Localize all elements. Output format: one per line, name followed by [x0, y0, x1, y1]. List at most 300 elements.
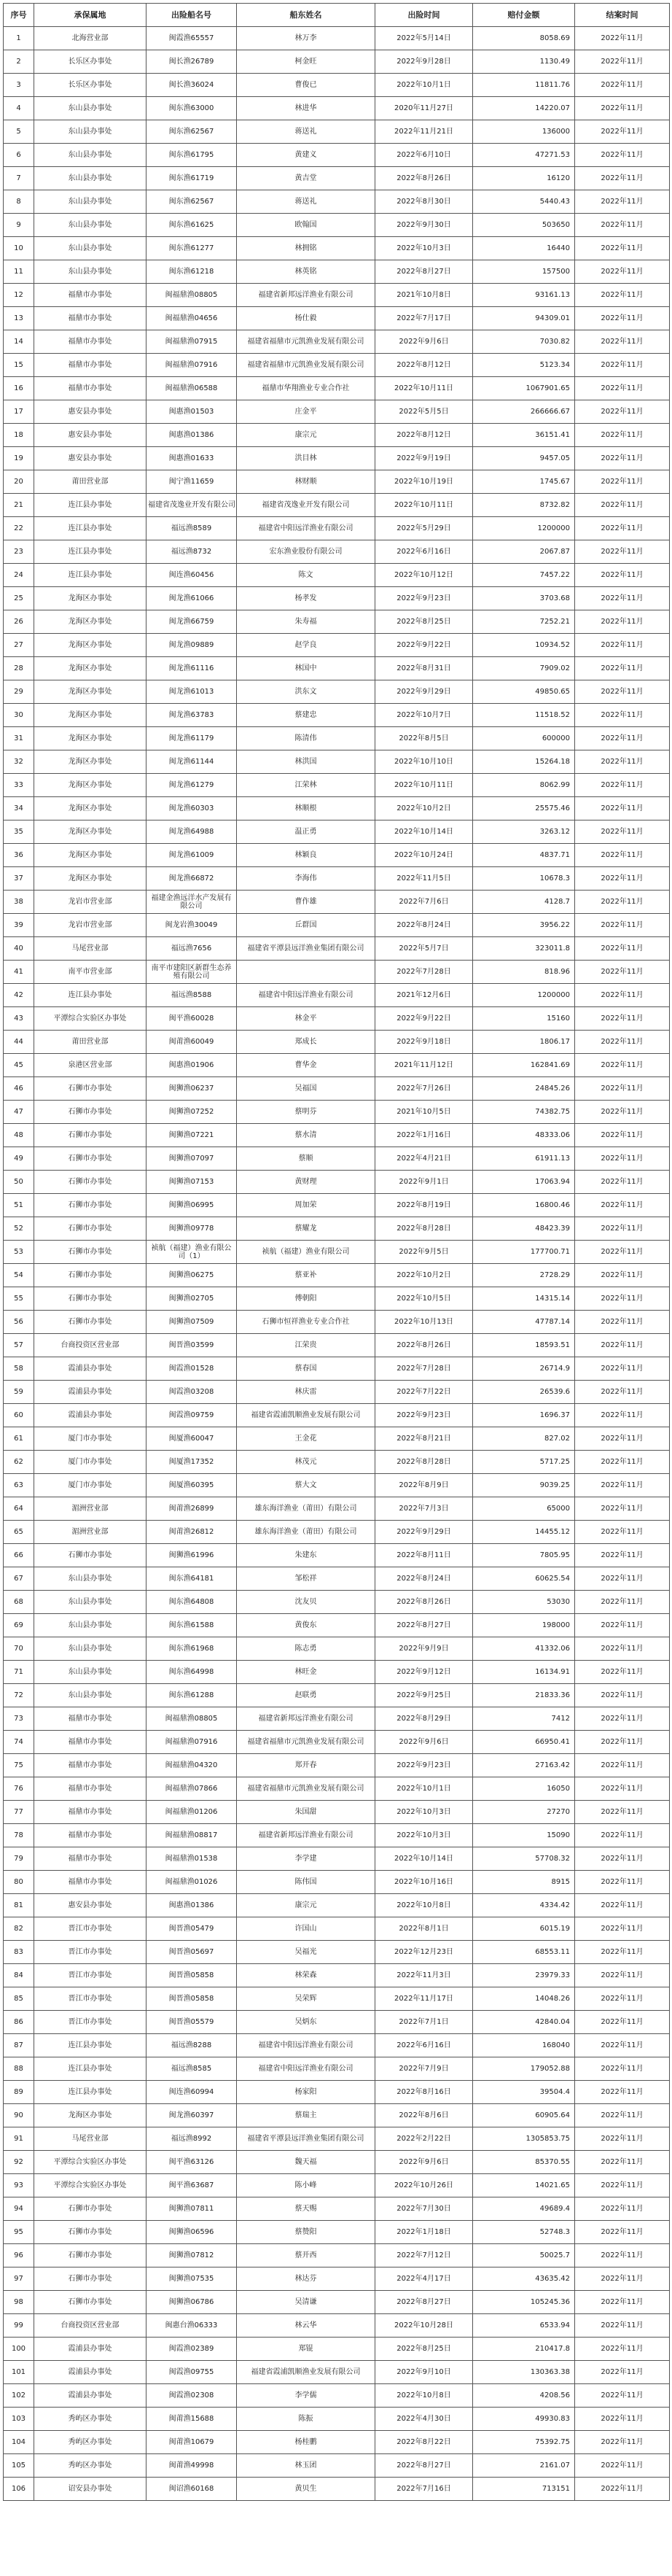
table-row: [4, 914, 670, 937]
branch-cell: 泉港区营业部: [34, 1054, 146, 1077]
vessel-cell: 闽东渔62567: [146, 190, 237, 214]
vessel-cell: 祯航（福建）渔业有限公司（1）: [146, 1241, 237, 1264]
branch-cell: 东山县办事处: [34, 97, 146, 120]
closing-date-cell: 2022年11月: [575, 1334, 670, 1357]
table-row: [4, 564, 670, 587]
vessel-cell: 闽狮渔06275: [146, 1264, 237, 1287]
incident-date-cell: 2022年8月21日: [375, 1427, 473, 1451]
vessel-cell: 闽惠台渔06333: [146, 2314, 237, 2338]
amount-cell: 49850.65: [473, 680, 575, 704]
incident-date-cell: 2022年7月22日: [375, 1381, 473, 1404]
vessel-cell: 闽莆渔26899: [146, 1497, 237, 1521]
index-cell: 58: [4, 1357, 34, 1381]
incident-date-cell: 2022年12月23日: [375, 1941, 473, 1964]
closing-date-cell: 2022年11月: [575, 2174, 670, 2197]
incident-date-cell: 2022年6月16日: [375, 540, 473, 564]
vessel-cell: 闽龙渔63783: [146, 704, 237, 727]
amount-cell: 1067901.65: [473, 377, 575, 400]
owner-cell: 曹俊已: [237, 74, 375, 97]
incident-date-cell: 2022年8月27日: [375, 1614, 473, 1637]
closing-date-cell: 2022年11月: [575, 1054, 670, 1077]
vessel-cell: 闽霞渔09759: [146, 1404, 237, 1427]
closing-date-cell: 2022年11月: [575, 2431, 670, 2454]
branch-cell: 霞浦县办事处: [34, 1381, 146, 1404]
closing-date-cell: 2022年11月: [575, 680, 670, 704]
branch-cell: 石狮市办事处: [34, 1101, 146, 1124]
closing-date-cell: 2022年11月: [575, 1941, 670, 1964]
closing-date-cell: 2022年11月: [575, 330, 670, 354]
table-row: [4, 2011, 670, 2034]
owner-cell: 赵联勇: [237, 1684, 375, 1707]
vessel-cell: 闽莆渔49998: [146, 2454, 237, 2478]
branch-cell: 晋江市办事处: [34, 1987, 146, 2011]
owner-cell: 柯金旺: [237, 50, 375, 74]
incident-date-cell: 2022年8月24日: [375, 914, 473, 937]
owner-cell: 蔡建忠: [237, 704, 375, 727]
branch-cell: 东山县办事处: [34, 144, 146, 167]
branch-cell: 龙岩市营业部: [34, 891, 146, 914]
closing-date-cell: 2022年11月: [575, 1381, 670, 1404]
branch-cell: 东山县办事处: [34, 214, 146, 237]
owner-cell: 林颖良: [237, 844, 375, 867]
amount-cell: 75392.75: [473, 2431, 575, 2454]
owner-cell: 林庆雷: [237, 1381, 375, 1404]
table-row: [4, 2151, 670, 2174]
index-cell: 104: [4, 2431, 34, 2454]
owner-cell: 林国中: [237, 657, 375, 680]
incident-date-cell: 2022年9月6日: [375, 1731, 473, 1754]
vessel-cell: 福远渔8585: [146, 2057, 237, 2081]
closing-date-cell: 2022年11月: [575, 494, 670, 517]
table-row: [4, 680, 670, 704]
branch-cell: 福鼎市办事处: [34, 284, 146, 307]
table-row: [4, 1357, 670, 1381]
vessel-cell: 闽厦渔60395: [146, 1474, 237, 1497]
amount-cell: 49689.4: [473, 2197, 575, 2221]
incident-date-cell: 2022年9月6日: [375, 330, 473, 354]
index-cell: 71: [4, 1661, 34, 1684]
table-row: [4, 260, 670, 284]
table-row: [4, 1847, 670, 1871]
owner-cell: 蔡开西: [237, 2244, 375, 2267]
closing-date-cell: 2022年11月: [575, 1847, 670, 1871]
vessel-cell: 闽平渔60028: [146, 1007, 237, 1031]
incident-date-cell: 2022年10月10日: [375, 750, 473, 774]
index-cell: 4: [4, 97, 34, 120]
index-cell: 79: [4, 1847, 34, 1871]
vessel-cell: 南平市建阳区新群生态养殖有限公司: [146, 961, 237, 984]
incident-date-cell: 2022年10月1日: [375, 74, 473, 97]
incident-date-cell: 2022年10月11日: [375, 774, 473, 797]
closing-date-cell: 2022年11月: [575, 237, 670, 260]
table-row: [4, 2221, 670, 2244]
owner-cell: 朱国甜: [237, 1801, 375, 1824]
closing-date-cell: 2022年11月: [575, 2338, 670, 2361]
branch-cell: 惠安县办事处: [34, 400, 146, 424]
amount-cell: 3956.22: [473, 914, 575, 937]
index-cell: 53: [4, 1241, 34, 1264]
index-cell: 19: [4, 447, 34, 470]
vessel-cell: 闽福鼎渔06588: [146, 377, 237, 400]
closing-date-cell: 2022年11月: [575, 284, 670, 307]
table-row: [4, 1614, 670, 1637]
vessel-cell: 闽狮渔07097: [146, 1147, 237, 1171]
amount-cell: 11518.52: [473, 704, 575, 727]
index-cell: 32: [4, 750, 34, 774]
closing-date-cell: 2022年11月: [575, 1007, 670, 1031]
index-cell: 67: [4, 1567, 34, 1591]
closing-date-cell: 2022年11月: [575, 2454, 670, 2478]
incident-date-cell: 2022年9月29日: [375, 1521, 473, 1544]
branch-cell: 东山县办事处: [34, 120, 146, 144]
amount-cell: 8732.82: [473, 494, 575, 517]
incident-date-cell: 2022年7月16日: [375, 2478, 473, 2501]
owner-cell: 洪东文: [237, 680, 375, 704]
amount-cell: 39504.4: [473, 2081, 575, 2104]
closing-date-cell: 2022年11月: [575, 144, 670, 167]
amount-cell: 43635.42: [473, 2267, 575, 2291]
incident-date-cell: 2022年7月28日: [375, 1357, 473, 1381]
index-cell: 18: [4, 424, 34, 447]
closing-date-cell: 2022年11月: [575, 190, 670, 214]
amount-cell: 26539.6: [473, 1381, 575, 1404]
vessel-cell: 闽龙渔60397: [146, 2104, 237, 2127]
vessel-cell: 闽长渔26789: [146, 50, 237, 74]
index-cell: 100: [4, 2338, 34, 2361]
incident-date-cell: 2022年4月17日: [375, 2267, 473, 2291]
vessel-cell: 闽厦渔17352: [146, 1451, 237, 1474]
table-row: [4, 1077, 670, 1101]
index-cell: 1: [4, 27, 34, 50]
owner-cell: 杨桂鹏: [237, 2431, 375, 2454]
closing-date-cell: 2022年11月: [575, 1637, 670, 1661]
index-cell: 44: [4, 1031, 34, 1054]
branch-cell: 诏安县办事处: [34, 2478, 146, 2501]
index-cell: 98: [4, 2291, 34, 2314]
incident-date-cell: 2022年8月6日: [375, 2104, 473, 2127]
amount-cell: 2161.07: [473, 2454, 575, 2478]
table-row: [4, 774, 670, 797]
table-row: [4, 1497, 670, 1521]
vessel-cell: 闽霞渔09755: [146, 2361, 237, 2384]
vessel-cell: 闽惠渔01633: [146, 447, 237, 470]
branch-cell: 石狮市办事处: [34, 1264, 146, 1287]
index-cell: 14: [4, 330, 34, 354]
vessel-cell: 闽晋渔05858: [146, 1987, 237, 2011]
table-row: [4, 540, 670, 564]
incident-date-cell: 2022年10月13日: [375, 1311, 473, 1334]
branch-cell: 平潭综合实验区办事处: [34, 2174, 146, 2197]
vessel-cell: 闽福鼎渔07916: [146, 1731, 237, 1754]
amount-cell: 16050: [473, 1777, 575, 1801]
index-cell: 105: [4, 2454, 34, 2478]
table-row: [4, 1707, 670, 1731]
vessel-cell: 闽狮渔61996: [146, 1544, 237, 1567]
amount-cell: 7909.02: [473, 657, 575, 680]
closing-date-cell: 2022年11月: [575, 2408, 670, 2431]
incident-date-cell: 2022年9月22日: [375, 1007, 473, 1031]
branch-cell: 连江县办事处: [34, 540, 146, 564]
vessel-cell: 闽福鼎渔01206: [146, 1801, 237, 1824]
owner-cell: 杨仕毅: [237, 307, 375, 330]
branch-cell: 湄洲营业部: [34, 1497, 146, 1521]
closing-date-cell: 2022年11月: [575, 844, 670, 867]
branch-cell: 连江县办事处: [34, 984, 146, 1007]
vessel-cell: 福远渔7656: [146, 937, 237, 961]
closing-date-cell: 2022年11月: [575, 774, 670, 797]
table-row: [4, 1964, 670, 1987]
incident-date-cell: 2022年6月10日: [375, 144, 473, 167]
branch-cell: 福鼎市办事处: [34, 1871, 146, 1894]
owner-cell: 蔡亚补: [237, 1264, 375, 1287]
closing-date-cell: 2022年11月: [575, 2291, 670, 2314]
index-cell: 40: [4, 937, 34, 961]
vessel-cell: 闽诏渔60168: [146, 2478, 237, 2501]
owner-cell: 朱寿福: [237, 610, 375, 634]
branch-cell: 东山县办事处: [34, 190, 146, 214]
owner-cell: 邹松祥: [237, 1567, 375, 1591]
amount-cell: 8062.99: [473, 774, 575, 797]
index-cell: 24: [4, 564, 34, 587]
amount-cell: 4837.71: [473, 844, 575, 867]
amount-cell: 65000: [473, 1497, 575, 1521]
vessel-cell: 闽霞渔01528: [146, 1357, 237, 1381]
owner-cell: 蔡春国: [237, 1357, 375, 1381]
index-cell: 57: [4, 1334, 34, 1357]
vessel-cell: 闽狮渔07535: [146, 2267, 237, 2291]
owner-cell: 李学建: [237, 1847, 375, 1871]
vessel-cell: 闽宁渔11659: [146, 470, 237, 494]
amount-cell: 50025.7: [473, 2244, 575, 2267]
index-cell: 75: [4, 1754, 34, 1777]
incident-date-cell: 2022年8月12日: [375, 424, 473, 447]
closing-date-cell: 2022年11月: [575, 1544, 670, 1567]
branch-cell: 石狮市办事处: [34, 1287, 146, 1311]
owner-cell: 吴福国: [237, 1077, 375, 1101]
index-cell: 11: [4, 260, 34, 284]
index-cell: 86: [4, 2011, 34, 2034]
owner-cell: 林英铭: [237, 260, 375, 284]
index-cell: 74: [4, 1731, 34, 1754]
branch-cell: 石狮市办事处: [34, 2197, 146, 2221]
owner-cell: 洪目林: [237, 447, 375, 470]
index-cell: 91: [4, 2127, 34, 2151]
index-cell: 25: [4, 587, 34, 610]
owner-cell: 陈志勇: [237, 1637, 375, 1661]
table-row: [4, 2197, 670, 2221]
closing-date-cell: 2022年11月: [575, 610, 670, 634]
table-row: [4, 1031, 670, 1054]
table-row: [4, 74, 670, 97]
vessel-cell: 闽莆渔26812: [146, 1521, 237, 1544]
vessel-cell: 福远渔8732: [146, 540, 237, 564]
index-cell: 93: [4, 2174, 34, 2197]
incident-date-cell: 2022年8月27日: [375, 2291, 473, 2314]
incident-date-cell: 2022年10月7日: [375, 704, 473, 727]
vessel-cell: 闽晋渔05479: [146, 1917, 237, 1941]
table-row: [4, 237, 670, 260]
branch-cell: 长乐区办事处: [34, 50, 146, 74]
closing-date-cell: 2022年11月: [575, 1474, 670, 1497]
amount-cell: 14455.12: [473, 1521, 575, 1544]
owner-cell: 吴炳东: [237, 2011, 375, 2034]
index-cell: 23: [4, 540, 34, 564]
incident-date-cell: 2022年5月14日: [375, 27, 473, 50]
amount-cell: 66950.41: [473, 1731, 575, 1754]
vessel-cell: 闽狮渔07221: [146, 1124, 237, 1147]
vessel-cell: 闽龙渔61013: [146, 680, 237, 704]
index-cell: 2: [4, 50, 34, 74]
index-cell: 70: [4, 1637, 34, 1661]
incident-date-cell: 2022年2月22日: [375, 2127, 473, 2151]
branch-cell: 东山县办事处: [34, 167, 146, 190]
incident-date-cell: 2021年10月5日: [375, 1101, 473, 1124]
vessel-cell: 闽狮渔07153: [146, 1171, 237, 1194]
table-row: [4, 2361, 670, 2384]
branch-cell: 石狮市办事处: [34, 2221, 146, 2244]
index-cell: 20: [4, 470, 34, 494]
amount-cell: 68553.11: [473, 1941, 575, 1964]
incident-date-cell: 2022年8月25日: [375, 2338, 473, 2361]
closing-date-cell: 2022年11月: [575, 424, 670, 447]
vessel-cell: 闽晋渔05579: [146, 2011, 237, 2034]
branch-cell: 石狮市办事处: [34, 1194, 146, 1217]
vessel-cell: 闽福鼎渔08805: [146, 1707, 237, 1731]
index-cell: 59: [4, 1381, 34, 1404]
table-row: [4, 120, 670, 144]
vessel-cell: 闽东渔61588: [146, 1614, 237, 1637]
owner-cell: 福建省福鼎市元凯渔业发展有限公司: [237, 330, 375, 354]
vessel-cell: 闽福鼎渔07916: [146, 354, 237, 377]
table-row: [4, 2291, 670, 2314]
closing-date-cell: 2022年11月: [575, 1707, 670, 1731]
branch-cell: 莆田营业部: [34, 470, 146, 494]
amount-cell: 2067.87: [473, 540, 575, 564]
table-row: [4, 2454, 670, 2478]
amount-cell: 827.02: [473, 1427, 575, 1451]
owner-cell: 蔡水清: [237, 1124, 375, 1147]
closing-date-cell: 2022年11月: [575, 1871, 670, 1894]
branch-cell: 东山县办事处: [34, 1684, 146, 1707]
closing-date-cell: 2022年11月: [575, 167, 670, 190]
header-incident-date: 出险时间: [375, 4, 473, 27]
branch-cell: 福鼎市办事处: [34, 1824, 146, 1847]
table-row: [4, 167, 670, 190]
amount-cell: 11811.76: [473, 74, 575, 97]
table-row: [4, 1241, 670, 1264]
incident-date-cell: 2022年8月30日: [375, 190, 473, 214]
branch-cell: 龙海区办事处: [34, 680, 146, 704]
incident-date-cell: 2022年9月18日: [375, 1031, 473, 1054]
closing-date-cell: 2022年11月: [575, 2221, 670, 2244]
index-cell: 41: [4, 961, 34, 984]
owner-cell: 周加荣: [237, 1194, 375, 1217]
index-cell: 61: [4, 1427, 34, 1451]
vessel-cell: 福远渔8588: [146, 984, 237, 1007]
closing-date-cell: 2022年11月: [575, 820, 670, 844]
vessel-cell: 闽龙渔61144: [146, 750, 237, 774]
incident-date-cell: 2022年10月5日: [375, 1287, 473, 1311]
vessel-cell: 闽东渔63000: [146, 97, 237, 120]
amount-cell: 53030: [473, 1591, 575, 1614]
amount-cell: 5123.34: [473, 354, 575, 377]
index-cell: 47: [4, 1101, 34, 1124]
incident-date-cell: 2022年8月24日: [375, 1567, 473, 1591]
incident-date-cell: 2022年9月22日: [375, 634, 473, 657]
amount-cell: 26714.9: [473, 1357, 575, 1381]
table-row: [4, 2034, 670, 2057]
incident-date-cell: 2022年9月19日: [375, 447, 473, 470]
incident-date-cell: 2022年10月11日: [375, 377, 473, 400]
incident-date-cell: 2022年11月3日: [375, 1964, 473, 1987]
table-row: [4, 634, 670, 657]
owner-cell: 林洪国: [237, 750, 375, 774]
incident-date-cell: 2022年11月17日: [375, 1987, 473, 2011]
branch-cell: 晋江市办事处: [34, 1917, 146, 1941]
vessel-cell: 闽霞渔02308: [146, 2384, 237, 2408]
table-header: [4, 4, 670, 27]
owner-cell: 黄吉堂: [237, 167, 375, 190]
branch-cell: 石狮市办事处: [34, 1544, 146, 1567]
closing-date-cell: 2022年11月: [575, 1217, 670, 1241]
amount-cell: 23979.33: [473, 1964, 575, 1987]
owner-cell: 蔡大文: [237, 1474, 375, 1497]
index-cell: 28: [4, 657, 34, 680]
closing-date-cell: 2022年11月: [575, 2478, 670, 2501]
index-cell: 90: [4, 2104, 34, 2127]
branch-cell: 福鼎市办事处: [34, 330, 146, 354]
branch-cell: 东山县办事处: [34, 237, 146, 260]
branch-cell: 石狮市办事处: [34, 1147, 146, 1171]
table-row: [4, 1731, 670, 1754]
table-row: [4, 377, 670, 400]
closing-date-cell: 2022年11月: [575, 1287, 670, 1311]
index-cell: 88: [4, 2057, 34, 2081]
owner-cell: 蔡赞阳: [237, 2221, 375, 2244]
index-cell: 22: [4, 517, 34, 540]
index-cell: 66: [4, 1544, 34, 1567]
branch-cell: 晋江市办事处: [34, 1941, 146, 1964]
owner-cell: 魏天福: [237, 2151, 375, 2174]
index-cell: 69: [4, 1614, 34, 1637]
vessel-cell: 闽龙渔60303: [146, 797, 237, 820]
amount-cell: 4128.7: [473, 891, 575, 914]
amount-cell: 3263.12: [473, 820, 575, 844]
owner-cell: 林达芬: [237, 2267, 375, 2291]
incident-date-cell: 2022年8月28日: [375, 1217, 473, 1241]
index-cell: 65: [4, 1521, 34, 1544]
amount-cell: 157500: [473, 260, 575, 284]
vessel-cell: 闽东渔61277: [146, 237, 237, 260]
amount-cell: 1806.17: [473, 1031, 575, 1054]
closing-date-cell: 2022年11月: [575, 1894, 670, 1917]
incident-date-cell: 2022年4月21日: [375, 1147, 473, 1171]
owner-cell: 林金平: [237, 1007, 375, 1031]
branch-cell: 石狮市办事处: [34, 1124, 146, 1147]
amount-cell: 14220.07: [473, 97, 575, 120]
closing-date-cell: 2022年11月: [575, 797, 670, 820]
amount-cell: 27270: [473, 1801, 575, 1824]
incident-date-cell: 2022年10月12日: [375, 564, 473, 587]
owner-cell: 林荣森: [237, 1964, 375, 1987]
amount-cell: 7457.22: [473, 564, 575, 587]
owner-cell: 蔡瑞主: [237, 2104, 375, 2127]
table-row: [4, 50, 670, 74]
table-row: [4, 961, 670, 984]
vessel-cell: 闽晋渔05697: [146, 1941, 237, 1964]
owner-cell: 宏东渔业股份有限公司: [237, 540, 375, 564]
incident-date-cell: 2022年7月28日: [375, 961, 473, 984]
